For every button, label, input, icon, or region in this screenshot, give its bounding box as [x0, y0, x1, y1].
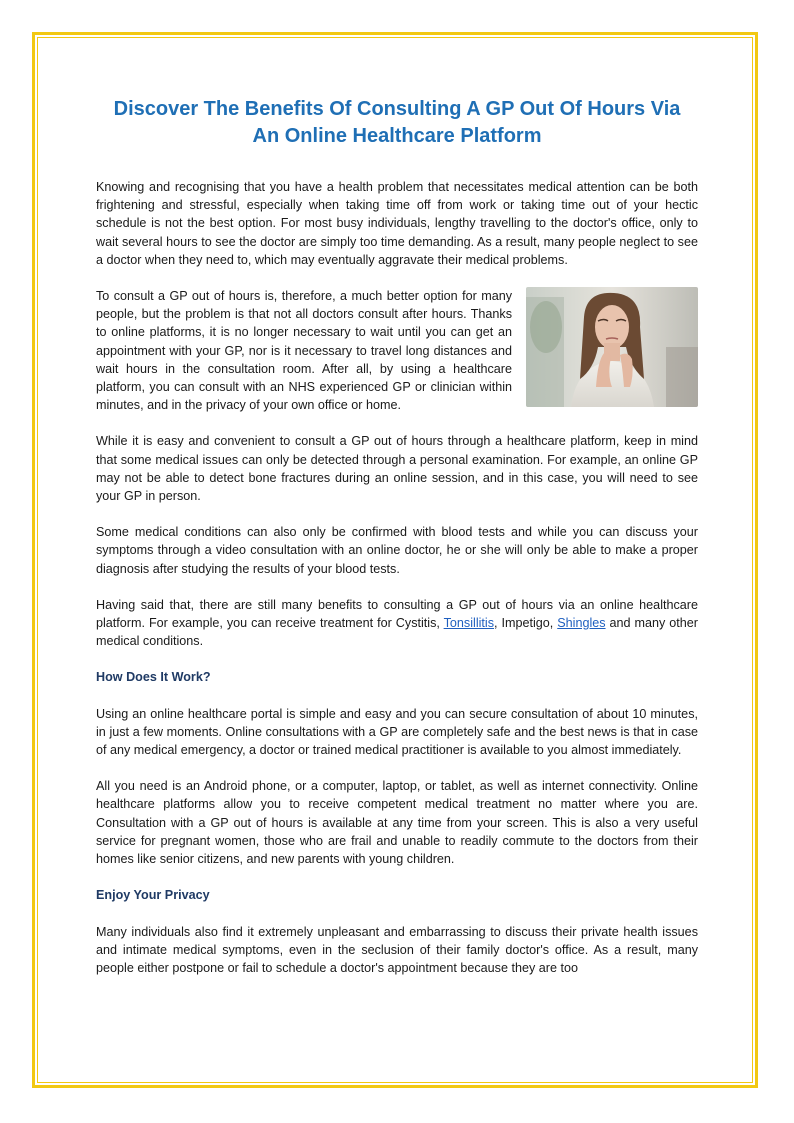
paragraph-privacy: Many individuals also find it extremely unpleasant and embarrassing to discuss their private health issues and intimate medical symptoms, even in the seclusion of their family doctor's office. As a result, many people either postpone or fail to schedule a doctor's appointment because they are too: [96, 924, 698, 975]
tonsillitis-link[interactable]: Tonsillitis: [443, 616, 495, 631]
shingles-link[interactable]: Shingles: [557, 616, 606, 631]
paragraph-blood-tests: Some medical conditions can also only be confirmed with blood tests and while you can discuss your symptoms through a video consultation with an online doctor, he or she will only be able to make a proper diagnosis after studying the results of your blood tests.: [96, 525, 698, 576]
woman-sore-throat-photo: [526, 287, 698, 407]
paragraph-out-of-hours: To consult a GP out of hours is, therefore, a much better option for many people, but the problem is that not all doctors consult after hours. Thanks to online platforms, it is no longer necessary to wait until you can get an appointment with your GP, nor is it necessary to travel long distances and wait hours in the consultation room. After all, by using a healthcare platform, you can consult with an NHS experienced GP or clinician within minutes, and in the privacy of your own office or home.: [96, 289, 512, 413]
paragraph-limitations: While it is easy and convenient to consult a GP out of hours through a healthcare platform, keep in mind that some medical issues can only be detected through a personal examination. For example, an online GP may not be able to detect bone fractures during an online session, and in this case, you will need to see your GP in person.: [96, 434, 698, 504]
benefits-text-start: Having said that, there are still many benefits to consulting a GP out of hours via an online healthcare platform. For example, you can receive treatment for Cystitis,: [96, 597, 698, 631]
article-title: Discover The Benefits Of Consulting A GP Out Of Hours Via An Online Healthcare Platform: [113, 98, 681, 147]
benefits-text-end: and many other medical conditions.: [96, 616, 698, 649]
article-body: [96, 96, 698, 995]
heading-privacy: Enjoy Your Privacy: [96, 888, 210, 903]
benefits-text-mid: , Impetigo,: [494, 616, 558, 631]
paragraph-benefits: [96, 596, 698, 651]
paragraph-how-it-works: Using an online healthcare portal is simple and easy and you can secure consultation of about 10 minutes, in just a few moments. Online consultations with a GP are completely safe and the best news is that in case of any medical emergency, a doctor or trained medical practitioner is available to you almost immediately.: [96, 706, 698, 758]
paragraph-devices: All you need is an Android phone, or a computer, laptop, or tablet, as well as internet connectivity. Online healthcare platforms allow you to receive competent medical treatment no matter where you are. Consultation with a GP out of hours is available at any time from your screen. This is also a very useful service for pregnant women, those who are frail and unable to readily commute to the doctors from their homes like senior citizens, and new parents with young children.: [96, 779, 698, 867]
heading-how-it-works: How Does It Work?: [96, 670, 211, 685]
paragraph-intro: Knowing and recognising that you have a health problem that necessitates medical attention can be both frightening and stressful, especially when taking time off from work or taking time out of your hectic schedule is not the best option. For most busy individuals, lengthy travelling to the doctor's office, only to wait several hours to see the doctor are simply too time demanding. As a result, many people neglect to see a doctor when they need to, which may eventually aggravate their medical problems.: [96, 180, 698, 267]
